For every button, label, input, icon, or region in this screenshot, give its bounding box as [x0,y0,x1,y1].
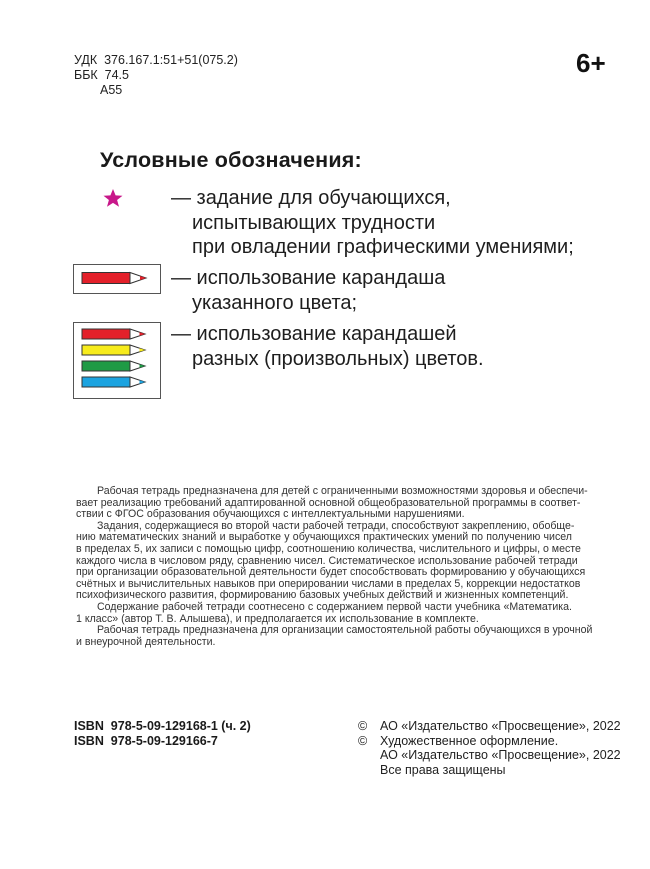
rights-reserved: Все права защищены [380,762,506,777]
copyright-text: АО «Издательство «Просвещение», 2022 [380,748,621,762]
copyright-row [358,734,621,749]
copyright-block [358,719,621,777]
legend-line: — задание для обучающихся, [171,187,451,209]
legend-line: указанного цвета; [192,291,358,314]
copyright-icon: © [358,719,368,733]
yellow-pencil [82,345,145,355]
copyright-text: Художественное оформление. [380,733,559,748]
classification-codes [74,53,238,98]
legend-item-single-color [171,266,445,315]
text-line: ствии с ФГОС образования обучающихся с интеллектуальными нарушениями. [76,508,465,521]
text-line: 1 класс» (автор Т. В. Алышева), и предполагается их использование в комплекте. [76,612,479,625]
green-pencil [82,361,145,371]
legend-line: — использование карандаша [171,267,446,289]
text-line: в пределах 5, их записи с помощью цифр, соотношению количества, числительного и цифры, о месте [76,542,581,555]
udk-row [74,53,238,68]
legend-line: — использование карандашей [171,323,457,345]
star-icon [103,188,123,208]
copyright-icon: © [358,733,368,748]
text-line: при организации образовательной деятельности будет способствовать формированию у обучающихся [76,566,586,579]
text-line: нию математических знаний и выработке у обучающихся практических умений по получению чисел [76,531,572,544]
description-text [76,485,593,648]
paragraph-tasks [76,519,586,602]
text-line: Рабочая тетрадь предназначена для детей с ограниченными возможностями здоровья и обеспечи- [97,485,588,497]
udk-value: 376.167.1:51+51(075.2) [104,53,238,67]
legend-line: испытывающих трудности [192,211,436,234]
text-line: Содержание рабочей тетради соотнесено с содержанием первой части учебника «Математика. [97,600,572,613]
multi-pencil-icon [73,322,161,399]
text-line: и внеурочной деятельности. [76,635,216,648]
text-line: Рабочая тетрадь предназначена для организации самостоятельной работы обучающихся в урочной [97,624,593,637]
legend-item-difficulty [171,186,574,260]
legend-line: при овладении графическими умениями; [192,236,574,258]
legend-title: Условные обозначения: [100,148,362,172]
bbk-row [74,68,238,83]
single-pencil-icon [73,264,161,294]
text-line: Задания, содержащиеся во второй части рабочей тетради, способствуют закреплению, обобще- [97,519,575,532]
copyright-row [358,719,621,734]
text-line: счётных и вычислительных навыков при оперировании числами в пределах 5, коррекции недостатков [76,577,581,590]
bbk-label: ББК [74,68,98,82]
isbn-block [74,719,251,748]
red-pencil [82,329,145,339]
isbn-part-2: ISBN 978-5-09-129168-1 (ч. 2) [74,719,251,733]
legend-item-multi-color [171,322,484,371]
paragraph-usage [76,624,593,648]
text-line: вает реализацию требований адаптированной основной общеобразовательной программы в соответ- [76,496,581,509]
paragraph-purpose [76,485,588,521]
paragraph-content [76,602,572,625]
author-mark: А55 [100,83,123,97]
legend-line: разных (произвольных) цветов. [192,347,484,370]
copyright-row [358,748,621,763]
isbn-set: ISBN 978-5-09-129166-7 [74,733,218,748]
text-line: каждого числа в числовом ряду, сравнению чисел. Систематическое использование рабочей тетради [76,554,578,567]
age-rating: 6+ [576,48,606,78]
udk-label: УДК [74,53,98,67]
copyright-row [358,763,621,778]
bbk-value: 74.5 [104,68,129,82]
copyright-text: АО «Издательство «Просвещение», 2022 [380,719,621,733]
blue-pencil [82,377,145,387]
text-line: психофизического развития, формированию базовых учебных действий и жизненных компетенций. [76,589,569,602]
